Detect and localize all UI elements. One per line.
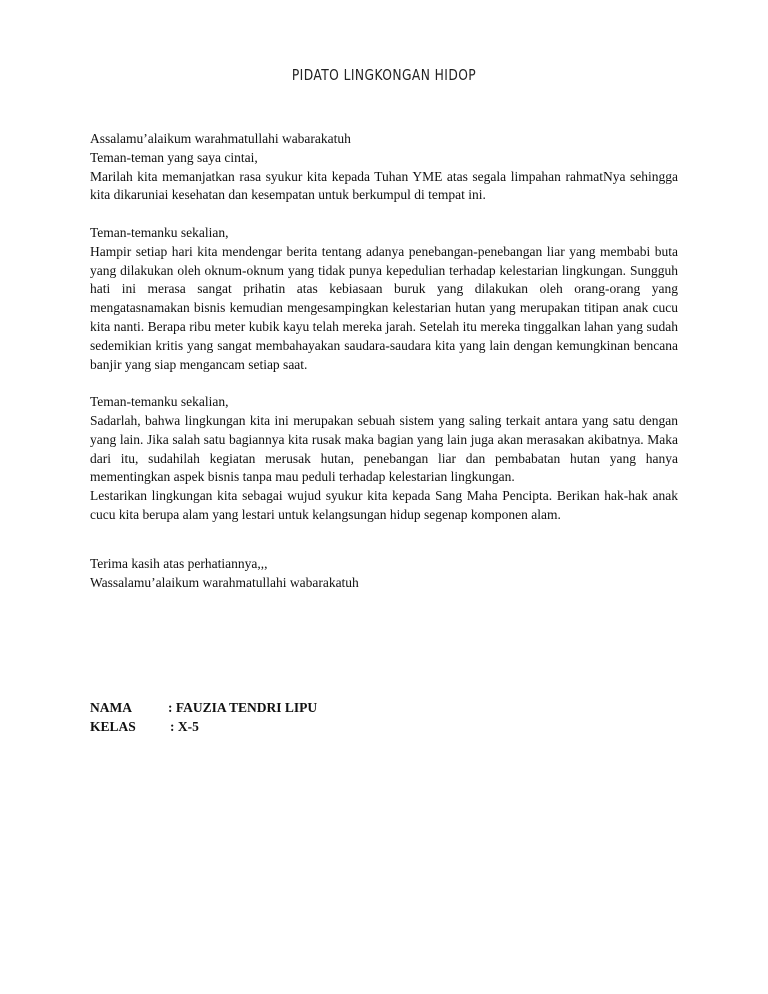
section2-address: Teman-temanku sekalian, [90,394,229,410]
name-value: : FAUZIA TENDRI LIPU [168,700,318,715]
opening-address: Teman-teman yang saya cintai, [90,149,258,165]
class-label: KELAS [90,718,136,734]
class-value: : X-5 [170,718,199,734]
signature-class-row [90,718,317,737]
section2-call: Lestarikan lingkungan kita sebagai wujud syukur kita kepada Sang Maha Pencipta. Berikan hak-hak anak cucu kita berupa alam yang lestari untuk kelangsungan hidup segenap komponen alam. [90,488,678,522]
opening-greeting: Assalamu’alaikum warahmatullahi wabarakatuh [90,131,351,146]
section2-paragraph: Sadarlah, bahwa lingkungan kita ini merupakan sebuah sistem yang saling terkait antara yang satu dengan yang lain. Jika salah satu bagiannya kita rusak maka bagian yang lain juga akan merasakan akibatnya. Maka dari itu, sudahilah kegiatan merusak hutan, penebangan liar dan pembabatan hutan yang hanya mementingkan aspek bisnis tanpa mau peduli terhadap kelestarian lingkungan. [90,412,678,485]
section1-paragraph: Hampir setiap hari kita mendengar berita tentang adanya penebangan-penebangan liar yang membabi buta yang dilakukan oleh oknum-oknum yang tidak punya kepedulian terhadap kelestarian lingkungan. Sungguh hati ini merasa sangat prihatin atas kebiasaan buruk yang dilakukan oleh orang-orang yang mengatasnamakan bisnis kemudian mengesampingkan kelestarian hutan yang merupakan titipan anak cucu kita nanti. Berapa ribu meter kubik kayu telah mereka jarah. Setelah itu mereka tinggalkan lahan yang sudah sedemikian kritis yang sangat membahayakan saudara-saudara kita yang lain dengan kemungkinan bencana banjir yang siap mengancam setiap saat. [90,243,678,372]
name-label: NAMA [90,700,132,715]
section1-address: Teman-temanku sekalian, [90,224,229,240]
signature-name-row [90,699,317,718]
opening-gratitude: Marilah kita memanjatkan rasa syukur kita kepada Tuhan YME atas segala limpahan rahmatNya sehingga kita dikaruniai kesehatan dan kesempatan untuk berkumpul di tempat ini. [90,168,678,203]
closing-farewell: Wassalamu’alaikum warahmatullahi wabarakatuh [90,574,359,590]
page-title: PIDATO LINGKONGAN HIDOP [291,66,477,84]
closing-thanks: Terima kasih atas perhatiannya,,, [90,555,268,571]
speech-body [90,130,678,592]
signature-block [90,699,317,737]
